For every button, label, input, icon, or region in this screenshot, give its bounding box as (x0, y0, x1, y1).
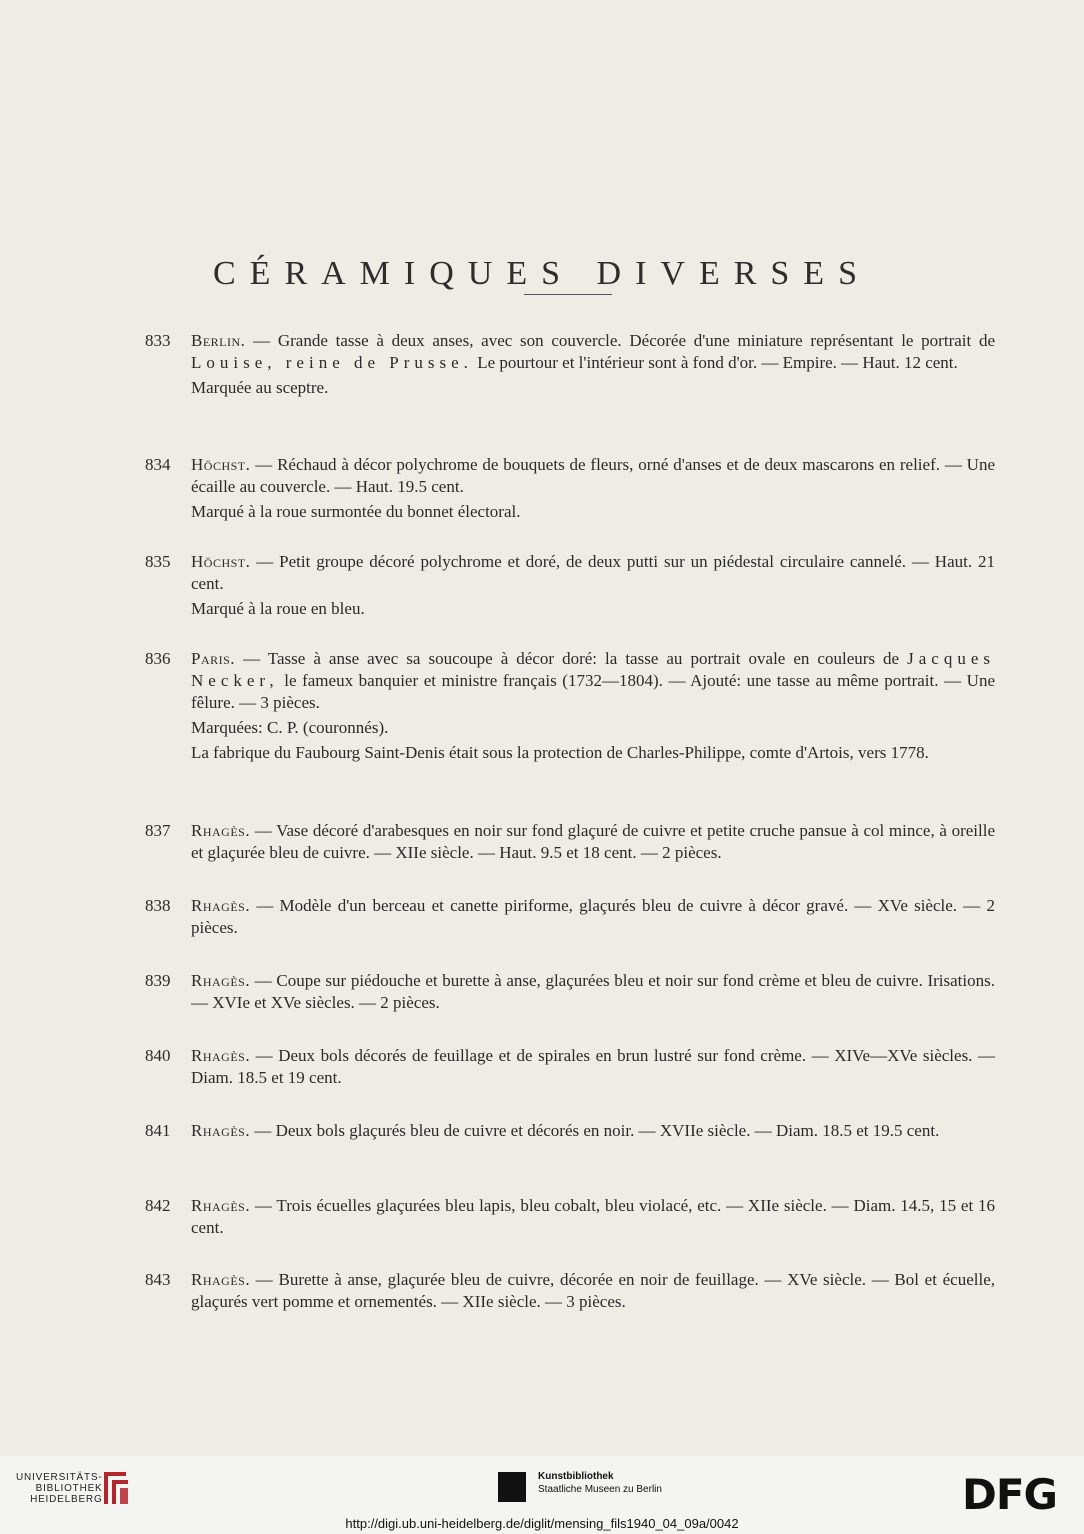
source-url[interactable]: http://digi.ub.uni-heidelberg.de/diglit/mensing_fils1940_04_09a/0042 (345, 1516, 739, 1531)
entry-number: 838 (145, 896, 171, 915)
dfg-logo: DFG (962, 1470, 1058, 1519)
entry-note: Marqué à la roue en bleu. (191, 599, 365, 618)
entry-maker: Rhagès. (191, 896, 251, 915)
ub-line-3: HEIDELBERG (30, 1494, 103, 1505)
entry-maker: Rhagès. (191, 1046, 251, 1065)
entry-text: — Tasse à anse avec sa soucoupe à décor doré: la tasse au portrait ovale en couleurs de (235, 649, 908, 668)
entry-text: — Modèle d'un berceau et canette piriforme, glaçurés bleu de cuivre à décor gravé. — XVe siècle. — 2 pièces. (191, 896, 995, 937)
entry-maker: Paris. (191, 649, 236, 668)
entry-spaced-name: Jacques Necker, (191, 649, 995, 690)
entry-number: 839 (145, 971, 171, 990)
entry-text: — Trois écuelles glaçurées bleu lapis, bleu cobalt, bleu violacé, etc. — XIIe siècle. — Diam. 14.5, 15 et 16 cent. (191, 1196, 995, 1237)
catalog-entry-840 (145, 1045, 995, 1089)
entry-text: — Deux bols glaçurés bleu de cuivre et décorés en noir. — XVIIe siècle. — Diam. 18.5 et 19.5 cent. (250, 1121, 940, 1140)
entry-text: — Burette à anse, glaçurée bleu de cuivre, décorée en noir de feuillage. — XVe siècle. — Bol et écuelle, glaçurés vert pomme et ornementés. — XIIe siècle. — 3 pièces. (191, 1270, 995, 1311)
kb-line-2: Staatliche Museen zu Berlin (538, 1484, 662, 1495)
ub-line-2: BIBLIOTHEK (35, 1483, 103, 1494)
entry-number: 841 (145, 1121, 171, 1140)
entry-maker: Berlin. (191, 331, 246, 350)
catalog-entry-837 (145, 820, 995, 864)
entry-number: 843 (145, 1270, 171, 1289)
ub-heidelberg-label (16, 1472, 103, 1505)
entry-text: — Petit groupe décoré polychrome et doré, de deux putti sur un piédestal circulaire cannelé. — Haut. 21 cent. (191, 552, 995, 593)
entry-note: Marquées: C. P. (couronnés). (191, 718, 389, 737)
entry-text: — Deux bols décorés de feuillage et de spirales en brun lustré sur fond crème. — XIVe—XVe siècles. — Diam. 18.5 et 19 cent. (191, 1046, 995, 1087)
entry-maker: Rhagès. (191, 1196, 251, 1215)
catalog-entry-843 (145, 1269, 995, 1313)
entry-maker: Höchst. (191, 455, 251, 474)
entry-spaced-name: Louise, reine de Prusse. (191, 353, 473, 372)
entry-note: La fabrique du Faubourg Saint-Denis était sous la protection de Charles-Philippe, comte d'Artois, vers 1778. (191, 743, 929, 762)
entry-maker: Rhagès. (191, 1121, 251, 1140)
entry-text: — Réchaud à décor polychrome de bouquets de fleurs, orné d'anses et de deux mascarons en relief. — Une écaille au couvercle. — Haut. 19.5 cent. (191, 455, 995, 496)
entry-text-cont: le fameux banquier et ministre français (1732—1804). — Ajouté: une tasse au même portrait. — Une fêlure. — 3 pièces. (191, 671, 995, 712)
catalog-entry-841 (145, 1120, 995, 1142)
catalog-entry-842 (145, 1195, 995, 1239)
entry-number: 837 (145, 821, 171, 840)
digitization-footer (0, 1456, 1084, 1534)
kb-line-1: Kunstbibliothek (538, 1471, 614, 1482)
kunstbibliothek-label (538, 1470, 662, 1496)
catalog-entry-838 (145, 895, 995, 939)
entry-maker: Rhagès. (191, 971, 251, 990)
entry-text-cont: Le pourtour et l'intérieur sont à fond d'or. — Empire. — Haut. 12 cent. (472, 353, 958, 372)
entry-note: Marquée au sceptre. (191, 378, 329, 397)
catalog-entry-835 (145, 551, 995, 620)
entry-number: 836 (145, 649, 171, 668)
entry-note: Marqué à la roue surmontée du bonnet électoral. (191, 502, 521, 521)
entry-text: — Vase décoré d'arabesques en noir sur fond glaçuré de cuivre et petite cruche pansue à col mince, à oreille et glaçurée bleu de cuivre. — XIIe siècle. — Haut. 9.5 et 18 cent. — 2 pièces. (191, 821, 995, 862)
catalog-entry-839 (145, 970, 995, 1014)
entry-text: — Coupe sur piédouche et burette à anse, glaçurées bleu et noir sur fond crème et bleu de cuivre. Irisations. — XVIe et XVe siècles. — 2 pièces. (191, 971, 995, 1012)
catalog-entry-836 (145, 648, 995, 764)
kunstbibliothek-logo-icon (498, 1472, 526, 1502)
title-rule (524, 294, 612, 295)
catalog-entry-833 (145, 330, 995, 399)
entry-text: — Grande tasse à deux anses, avec son couvercle. Décorée d'une miniature représentant le portrait de (245, 331, 995, 350)
page-title: CÉRAMIQUES DIVERSES (213, 254, 871, 292)
entry-number: 835 (145, 552, 171, 571)
entry-maker: Rhagès. (191, 821, 251, 840)
ub-heidelberg-logo-icon (98, 1468, 132, 1508)
entry-maker: Rhagès. (191, 1270, 251, 1289)
catalog-entry-834 (145, 454, 995, 523)
entry-number: 833 (145, 331, 171, 350)
entry-number: 842 (145, 1196, 171, 1215)
entry-maker: Höchst. (191, 552, 251, 571)
entry-number: 840 (145, 1046, 171, 1065)
ub-line-1: UNIVERSITÄTS- (16, 1472, 103, 1483)
entry-number: 834 (145, 455, 171, 474)
